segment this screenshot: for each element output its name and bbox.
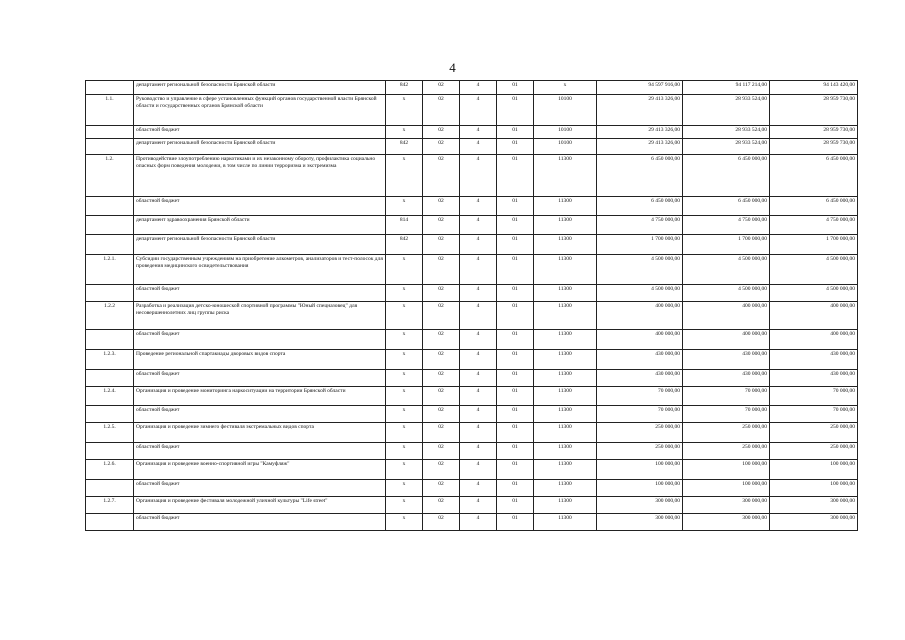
cell-value-2: 430 000,00 [683,350,770,370]
cell-code-4: 01 [497,370,534,387]
cell-code-3: 4 [460,330,497,350]
row-number: 1.2.5. [86,423,134,443]
cell-value-3: 6 450 000,00 [770,197,858,216]
cell-code-2: 02 [423,95,460,126]
cell-code-5: 11300 [534,155,597,197]
cell-code-2: 02 [423,216,460,235]
cell-code-4: 01 [497,285,534,302]
cell-code-3: 4 [460,197,497,216]
cell-code-3: 4 [460,81,497,95]
table-row [86,423,858,443]
cell-code-5: 11300 [534,370,597,387]
budget-table [85,80,858,531]
cell-value-1: 100 000,00 [597,460,683,480]
table-row [86,497,858,514]
cell-code-5: 11300 [534,497,597,514]
row-name: департамент здравоохранения Брянской области [134,216,386,235]
cell-code-3: 4 [460,235,497,255]
row-name: областной бюджет [134,370,386,387]
cell-code-5: 10100 [534,139,597,155]
table-row [86,255,858,285]
cell-code-5: 10100 [534,126,597,139]
cell-code-5: x [534,81,597,95]
cell-value-1: 70 000,00 [597,406,683,423]
cell-code-5: 11300 [534,406,597,423]
row-name: Противодействие злоупотреблению наркотиками и их незаконному обороту, профилактика социально опасных форм поведения молодежи, в том числе по линии терроризма и экстремизма [134,155,386,197]
cell-code-3: 4 [460,216,497,235]
row-number: 1.2.4. [86,387,134,406]
cell-value-2: 100 000,00 [683,480,770,497]
row-name: Организация и проведение мониторинга наркоситуации на территории Брянской области [134,387,386,406]
row-name: департамент региональной безопасности Брянской области [134,139,386,155]
cell-value-1: 4 750 000,00 [597,216,683,235]
cell-code-3: 4 [460,406,497,423]
table-row [86,330,858,350]
cell-code-2: 02 [423,370,460,387]
cell-code-2: 02 [423,139,460,155]
cell-value-3: 400 000,00 [770,302,858,330]
cell-code-3: 4 [460,302,497,330]
cell-code-3: 4 [460,126,497,139]
cell-code-5: 11300 [534,387,597,406]
cell-code-1: x [386,126,423,139]
cell-code-4: 01 [497,255,534,285]
cell-code-2: 02 [423,235,460,255]
cell-value-2: 28 933 524,00 [683,95,770,126]
row-name: Организация и проведение военно-спортивной игры "Камуфляж" [134,460,386,480]
cell-value-3: 400 000,00 [770,330,858,350]
cell-value-2: 300 000,00 [683,514,770,531]
cell-value-1: 430 000,00 [597,370,683,387]
row-name: департамент региональной безопасности Брянской области [134,235,386,255]
cell-value-3: 250 000,00 [770,423,858,443]
cell-code-1: x [386,387,423,406]
cell-value-3: 4 500 000,00 [770,255,858,285]
table-row [86,95,858,126]
cell-value-2: 6 450 000,00 [683,197,770,216]
row-name: областной бюджет [134,514,386,531]
row-number [86,216,134,235]
cell-value-1: 6 450 000,00 [597,155,683,197]
table-row [86,387,858,406]
row-number [86,81,134,95]
cell-value-3: 250 000,00 [770,443,858,460]
cell-code-2: 02 [423,330,460,350]
cell-value-1: 400 000,00 [597,330,683,350]
cell-code-2: 02 [423,126,460,139]
table-row [86,285,858,302]
cell-code-3: 4 [460,255,497,285]
cell-code-5: 11300 [534,197,597,216]
row-number [86,330,134,350]
row-number [86,443,134,460]
cell-code-1: x [386,330,423,350]
cell-code-5: 11300 [534,350,597,370]
table-row [86,235,858,255]
cell-code-1: x [386,350,423,370]
cell-code-5: 11300 [534,255,597,285]
row-number: 1.2.3. [86,350,134,370]
cell-code-2: 02 [423,302,460,330]
cell-code-5: 10100 [534,95,597,126]
cell-value-3: 100 000,00 [770,460,858,480]
cell-code-4: 01 [497,81,534,95]
cell-value-1: 250 000,00 [597,423,683,443]
cell-code-1: x [386,460,423,480]
cell-code-3: 4 [460,370,497,387]
row-number [86,285,134,302]
cell-value-3: 430 000,00 [770,350,858,370]
cell-code-1: x [386,423,423,443]
cell-value-3: 300 000,00 [770,497,858,514]
cell-value-1: 6 450 000,00 [597,197,683,216]
cell-code-3: 4 [460,387,497,406]
cell-code-3: 4 [460,155,497,197]
cell-code-5: 11300 [534,480,597,497]
cell-code-1: x [386,255,423,285]
cell-value-2: 300 000,00 [683,497,770,514]
table-row [86,155,858,197]
cell-value-1: 300 000,00 [597,514,683,531]
row-name: областной бюджет [134,126,386,139]
row-number [86,370,134,387]
cell-value-2: 400 000,00 [683,302,770,330]
cell-code-1: x [386,302,423,330]
cell-code-5: 11300 [534,216,597,235]
row-name: Субсидии государственным учреждениям на приобретение алкометров, анализаторов и тест-полосок для проведения медицинского освидетельствования [134,255,386,285]
cell-value-1: 400 000,00 [597,302,683,330]
table-row [86,514,858,531]
cell-value-3: 94 143 420,00 [770,81,858,95]
cell-code-5: 11300 [534,330,597,350]
row-number [86,514,134,531]
cell-code-2: 02 [423,480,460,497]
cell-code-1: x [386,285,423,302]
cell-code-2: 02 [423,387,460,406]
row-name: Проведение региональной спартакиады дворовых видов спорта [134,350,386,370]
cell-code-1: 842 [386,235,423,255]
cell-code-4: 01 [497,126,534,139]
cell-code-1: x [386,155,423,197]
row-number: 1.2.1. [86,255,134,285]
cell-value-3: 4 500 000,00 [770,285,858,302]
cell-code-2: 02 [423,350,460,370]
row-name: Руководство и управление в сфере установленных функций органов государственной власти Брянской области и государственных органов Брянской области [134,95,386,126]
cell-value-2: 70 000,00 [683,387,770,406]
cell-value-1: 70 000,00 [597,387,683,406]
cell-value-2: 70 000,00 [683,406,770,423]
cell-code-1: x [386,443,423,460]
page-number: 4 [449,60,456,75]
cell-value-1: 29 413 326,00 [597,95,683,126]
cell-code-1: x [386,480,423,497]
row-number [86,139,134,155]
cell-value-1: 430 000,00 [597,350,683,370]
row-number: 1.2.2 [86,302,134,330]
cell-code-1: 814 [386,216,423,235]
row-number: 1.1. [86,95,134,126]
cell-value-3: 70 000,00 [770,406,858,423]
cell-value-2: 100 000,00 [683,460,770,480]
cell-code-3: 4 [460,423,497,443]
row-name: Организация и проведение фестиваля молодежной уличной культуры "Life street" [134,497,386,514]
table-row [86,197,858,216]
cell-code-4: 01 [497,216,534,235]
table-row [86,302,858,330]
cell-value-1: 100 000,00 [597,480,683,497]
cell-code-3: 4 [460,514,497,531]
cell-code-2: 02 [423,443,460,460]
cell-code-4: 01 [497,387,534,406]
cell-value-3: 28 959 730,00 [770,95,858,126]
cell-value-3: 28 959 730,00 [770,139,858,155]
cell-code-4: 01 [497,95,534,126]
table-row [86,126,858,139]
cell-value-2: 28 933 524,00 [683,139,770,155]
table-row [86,480,858,497]
row-name: областной бюджет [134,443,386,460]
cell-value-3: 1 700 000,00 [770,235,858,255]
cell-value-2: 400 000,00 [683,330,770,350]
cell-code-5: 11300 [534,443,597,460]
cell-code-1: x [386,197,423,216]
cell-value-2: 430 000,00 [683,370,770,387]
cell-code-5: 11300 [534,285,597,302]
cell-code-4: 01 [497,197,534,216]
cell-code-2: 02 [423,285,460,302]
cell-value-2: 4 500 000,00 [683,285,770,302]
cell-value-1: 29 413 326,00 [597,126,683,139]
cell-code-3: 4 [460,285,497,302]
cell-code-3: 4 [460,350,497,370]
cell-value-1: 4 500 000,00 [597,255,683,285]
cell-code-2: 02 [423,197,460,216]
cell-code-4: 01 [497,406,534,423]
row-number [86,126,134,139]
cell-code-2: 02 [423,514,460,531]
cell-value-1: 4 500 000,00 [597,285,683,302]
cell-code-4: 01 [497,497,534,514]
cell-code-1: x [386,370,423,387]
cell-value-1: 250 000,00 [597,443,683,460]
table-row [86,216,858,235]
cell-code-3: 4 [460,480,497,497]
cell-code-5: 11300 [534,514,597,531]
cell-code-3: 4 [460,497,497,514]
cell-code-4: 01 [497,423,534,443]
cell-value-2: 6 450 000,00 [683,155,770,197]
cell-code-5: 11300 [534,460,597,480]
cell-value-3: 430 000,00 [770,370,858,387]
row-number: 1.2.6. [86,460,134,480]
cell-code-2: 02 [423,81,460,95]
cell-code-5: 11300 [534,423,597,443]
cell-code-2: 02 [423,497,460,514]
table-row [86,81,858,95]
cell-code-1: x [386,406,423,423]
cell-code-3: 4 [460,139,497,155]
row-name: областной бюджет [134,330,386,350]
cell-code-4: 01 [497,139,534,155]
cell-code-1: x [386,514,423,531]
cell-value-2: 1 700 000,00 [683,235,770,255]
cell-code-4: 01 [497,155,534,197]
cell-code-2: 02 [423,423,460,443]
cell-code-3: 4 [460,95,497,126]
row-number: 1.2. [86,155,134,197]
cell-value-1: 94 597 916,00 [597,81,683,95]
cell-code-1: x [386,95,423,126]
row-name: департамент региональной безопасности Брянской области [134,81,386,95]
cell-code-1: 842 [386,139,423,155]
cell-code-4: 01 [497,235,534,255]
cell-value-3: 100 000,00 [770,480,858,497]
cell-code-4: 01 [497,514,534,531]
table-row [86,406,858,423]
cell-code-4: 01 [497,330,534,350]
row-number: 1.2.7. [86,497,134,514]
table-row [86,460,858,480]
cell-value-2: 94 117 214,00 [683,81,770,95]
cell-value-1: 1 700 000,00 [597,235,683,255]
cell-value-3: 28 959 730,00 [770,126,858,139]
cell-code-1: 842 [386,81,423,95]
cell-value-2: 250 000,00 [683,423,770,443]
table-row [86,139,858,155]
cell-code-5: 11300 [534,235,597,255]
cell-value-3: 6 450 000,00 [770,155,858,197]
cell-value-2: 4 750 000,00 [683,216,770,235]
row-name: областной бюджет [134,406,386,423]
table-body [86,81,858,531]
row-name: областной бюджет [134,285,386,302]
cell-code-2: 02 [423,406,460,423]
cell-code-4: 01 [497,443,534,460]
cell-value-3: 300 000,00 [770,514,858,531]
cell-code-2: 02 [423,460,460,480]
cell-code-4: 01 [497,460,534,480]
row-name: Разработка и реализация детско-юношеской спортивной программы "Юный спецназовец" для несовершеннолетних лиц группы риска [134,302,386,330]
cell-value-3: 4 750 000,00 [770,216,858,235]
cell-value-1: 29 413 326,00 [597,139,683,155]
cell-code-4: 01 [497,480,534,497]
cell-value-3: 70 000,00 [770,387,858,406]
cell-code-4: 01 [497,302,534,330]
table-row [86,370,858,387]
cell-value-1: 300 000,00 [597,497,683,514]
table-row [86,443,858,460]
row-name: Организация и проведение зимнего фестиваля экстремальных видов спорта [134,423,386,443]
cell-value-2: 250 000,00 [683,443,770,460]
row-number [86,235,134,255]
cell-code-5: 11300 [534,302,597,330]
cell-code-2: 02 [423,255,460,285]
row-number [86,197,134,216]
row-name: областной бюджет [134,480,386,497]
table-row [86,350,858,370]
cell-code-2: 02 [423,155,460,197]
cell-code-3: 4 [460,443,497,460]
row-number [86,480,134,497]
row-number [86,406,134,423]
cell-value-2: 28 933 524,00 [683,126,770,139]
cell-value-2: 4 500 000,00 [683,255,770,285]
row-name: областной бюджет [134,197,386,216]
cell-code-3: 4 [460,460,497,480]
cell-code-4: 01 [497,350,534,370]
cell-code-1: x [386,497,423,514]
